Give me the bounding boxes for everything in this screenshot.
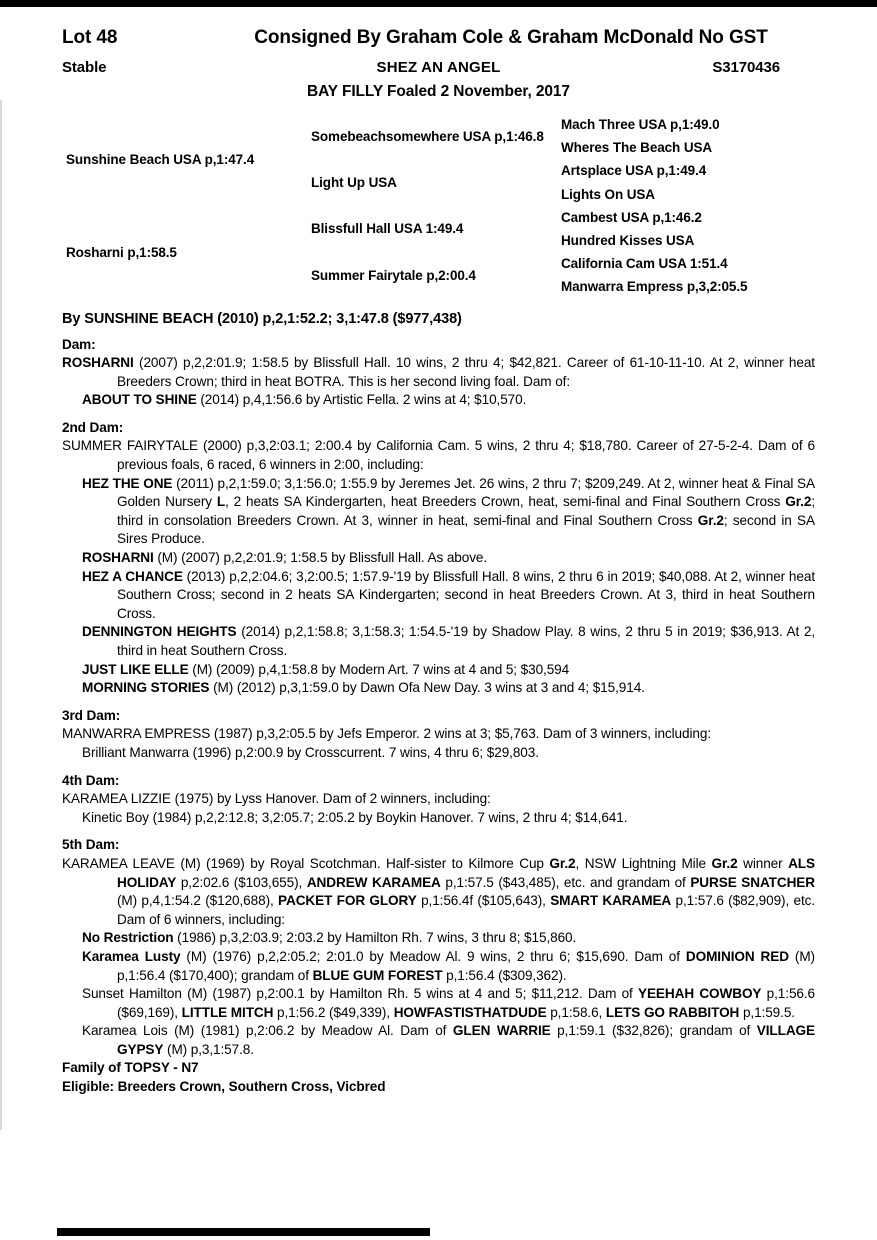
section-heading: 3rd Dam: xyxy=(62,707,121,723)
pedigree-entry: HEZ THE ONE (2011) p,2,1:59.0; 3,1:56.0; 1:55.9 by Jeremes Jet. 26 wins, 2 thru 7; $209,249. At 2, winner heat & Final SA Golden Nursery L, 2 heats SA Kindergarten, heat Breeders Crown, heat, semi-final and Final Southern Cross Gr.2; third in consolation Breeders Crown. At 3, winner in heat, semi-final and Final Southern Cross Gr.2; second in SA Sires Produce. xyxy=(82,475,815,547)
pedigree-entry: Brilliant Manwarra (1996) p,2:00.9 by Crosscurrent. 7 wins, 4 thru 6; $29,803. xyxy=(82,744,539,760)
pedigree-entry: MANWARRA EMPRESS (1987) p,3,2:05.5 by Jefs Emperor. 2 wins at 3; $5,763. Dam of 3 winners, including: xyxy=(62,726,711,742)
section-heading: 4th Dam: xyxy=(62,772,120,788)
pedigree-sire-sire: Somebeachsomewhere USA p,1:46.8 xyxy=(311,128,544,144)
pedigree-entry: MORNING STORIES (M) (2012) p,3,1:59.0 by Dawn Ofa New Day. 3 wins at 3 and 4; $15,914. xyxy=(82,680,645,696)
pedigree-gen3-8: Manwarra Empress p,3,2:05.5 xyxy=(561,279,748,295)
pedigree-entry: SUMMER FAIRYTALE (2000) p,3,2:03.1; 2:00.4 by California Cam. 5 wins, 2 thru 4; $18,780. Career of 27-5-2-4. Dam of 6 previous foals, 6 raced, 6 winners in 2:00, including: xyxy=(62,438,815,473)
stable-label: Stable xyxy=(62,59,107,76)
header-row-1 xyxy=(62,27,815,49)
pedigree-gen3-6: Hundred Kisses USA xyxy=(561,233,695,249)
pedigree-table xyxy=(66,113,877,299)
pedigree-gen3-2: Wheres The Beach USA xyxy=(561,140,713,156)
pedigree-entry: ROSHARNI (M) (2007) p,2,2:01.9; 1:58.5 by Blissfull Hall. As above. xyxy=(82,550,488,566)
pedigree-gen3-5: Cambest USA p,1:46.2 xyxy=(561,209,702,225)
section-heading: 2nd Dam: xyxy=(62,419,124,435)
section-heading: Dam: xyxy=(62,336,96,352)
pedigree-sire: Sunshine Beach USA p,1:47.4 xyxy=(66,151,255,167)
header-row-2 xyxy=(62,59,815,76)
horse-name: SHEZ AN ANGEL xyxy=(376,59,501,76)
pedigree-gen3-1: Mach Three USA p,1:49.0 xyxy=(561,117,720,133)
pedigree-entry: DENNINGTON HEIGHTS (2014) p,2,1:58.8; 3,1:58.3; 1:54.5-'19 by Shadow Play. 8 wins, 2 thru 5 in 2019; $36,913. At 2, third in heat Southern Cross. xyxy=(82,624,815,658)
pedigree-entry: HEZ A CHANCE (2013) p,2,2:04.6; 3,2:00.5; 1:57.9-'19 by Blissfull Hall. 8 wins, 2 thru 6 in 2019; $40,088. At 2, winner heat Southern Cross; second in 2 heats SA Kindergarten; second in heat Breeders Crown. At 3, third in heat Southern Cross. xyxy=(82,568,815,621)
pedigree-sire-dam: Light Up USA xyxy=(311,175,397,191)
pedigree-gen3-3: Artsplace USA p,1:49.4 xyxy=(561,163,707,179)
pedigree-entry: ROSHARNI (2007) p,2,2:01.9; 1:58.5 by Blissfull Hall. 10 wins, 2 thru 4; $42,821. Career of 61-10-11-10. At 2, winner heat Breeders Crown; third in heat BOTRA. This is her second living foal. Dam of: xyxy=(62,355,815,389)
page-edge-shadow xyxy=(0,100,2,1130)
pedigree-dam-sire: Blissfull Hall USA 1:49.4 xyxy=(311,221,464,237)
pedigree-entry: Sunset Hamilton (M) (1987) p,2:00.1 by Hamilton Rh. 5 wins at 4 and 5; $11,212. Dam of YEEHAH COWBOY p,1:56.6 ($69,169), LITTLE MITCH p,1:56.2 ($49,339), HOWFASTISTHATDUDE p,1:58.6, LETS GO RABBITOH p,1:59.5. xyxy=(82,986,816,1020)
registration-number: S3170436 xyxy=(712,59,780,76)
pedigree-entry: Karamea Lusty (M) (1976) p,2,2:05.2; 2:01.0 by Meadow Al. 9 wins, 2 thru 6; $15,690. Dam of DOMINION RED (M) p,1:56.4 ($170,400); grandam of BLUE GUM FOREST p,1:56.4 ($309,362). xyxy=(82,948,815,983)
pedigree-gen3-4: Lights On USA xyxy=(561,186,655,202)
pedigree-gen3-7: California Cam USA 1:51.4 xyxy=(561,256,728,272)
sire-summary-line: By SUNSHINE BEACH (2010) p,2,1:52.2; 3,1:47.8 ($977,438) xyxy=(62,310,462,327)
pedigree-dam: Rosharni p,1:58.5 xyxy=(66,244,177,260)
bottom-rule xyxy=(57,1228,430,1236)
foaled-line: BAY FILLY Foaled 2 November, 2017 xyxy=(307,83,570,100)
consignor-line: Consigned By Graham Cole & Graham McDonald No GST xyxy=(254,27,768,48)
pedigree-text xyxy=(62,336,815,1060)
pedigree-entry: KARAMEA LIZZIE (1975) by Lyss Hanover. Dam of 2 winners, including: xyxy=(62,791,491,807)
pedigree-entry: KARAMEA LEAVE (M) (1969) by Royal Scotchman. Half-sister to Kilmore Cup Gr.2, NSW Lightning Mile Gr.2 winner ALS HOLIDAY p,2:02.6 ($103,655), ANDREW KARAMEA p,1:57.5 ($43,485), etc. and grandam of PURSE SNATCHER (M) p,4,1:54.2 ($120,688), PACKET FOR GLORY p,1:56.4f ($105,643), SMART KARAMEA p,1:57.6 ($82,909), etc. Dam of 6 winners, including: xyxy=(62,855,816,927)
pedigree-entry: No Restriction (1986) p,3,2:03.9; 2:03.2 by Hamilton Rh. 7 wins, 3 thru 8; $15,860. xyxy=(82,930,577,946)
section-heading: 5th Dam: xyxy=(62,837,120,853)
pedigree-entry: ABOUT TO SHINE (2014) p,4,1:56.6 by Artistic Fella. 2 wins at 4; $10,570. xyxy=(82,392,527,408)
eligibility-line: Eligible: Breeders Crown, Southern Cross, Vicbred xyxy=(62,1079,386,1095)
pedigree-entry: JUST LIKE ELLE (M) (2009) p,4,1:58.8 by Modern Art. 7 wins at 4 and 5; $30,594 xyxy=(82,661,570,677)
lot-number: Lot 48 xyxy=(62,27,118,48)
pedigree-dam-dam: Summer Fairytale p,2:00.4 xyxy=(311,267,476,283)
pedigree-entry: Karamea Lois (M) (1981) p,2:06.2 by Meadow Al. Dam of GLEN WARRIE p,1:59.1 ($32,826); grandam of VILLAGE GYPSY (M) p,3,1:57.8. xyxy=(82,1023,815,1057)
top-rule xyxy=(0,0,877,7)
pedigree-entry: Kinetic Boy (1984) p,2,2:12.8; 3,2:05.7; 2:05.2 by Boykin Hanover. 7 wins, 2 thru 4; $14,641. xyxy=(82,809,628,825)
footer-block xyxy=(62,1059,815,1096)
family-line: Family of TOPSY - N7 xyxy=(62,1060,199,1076)
